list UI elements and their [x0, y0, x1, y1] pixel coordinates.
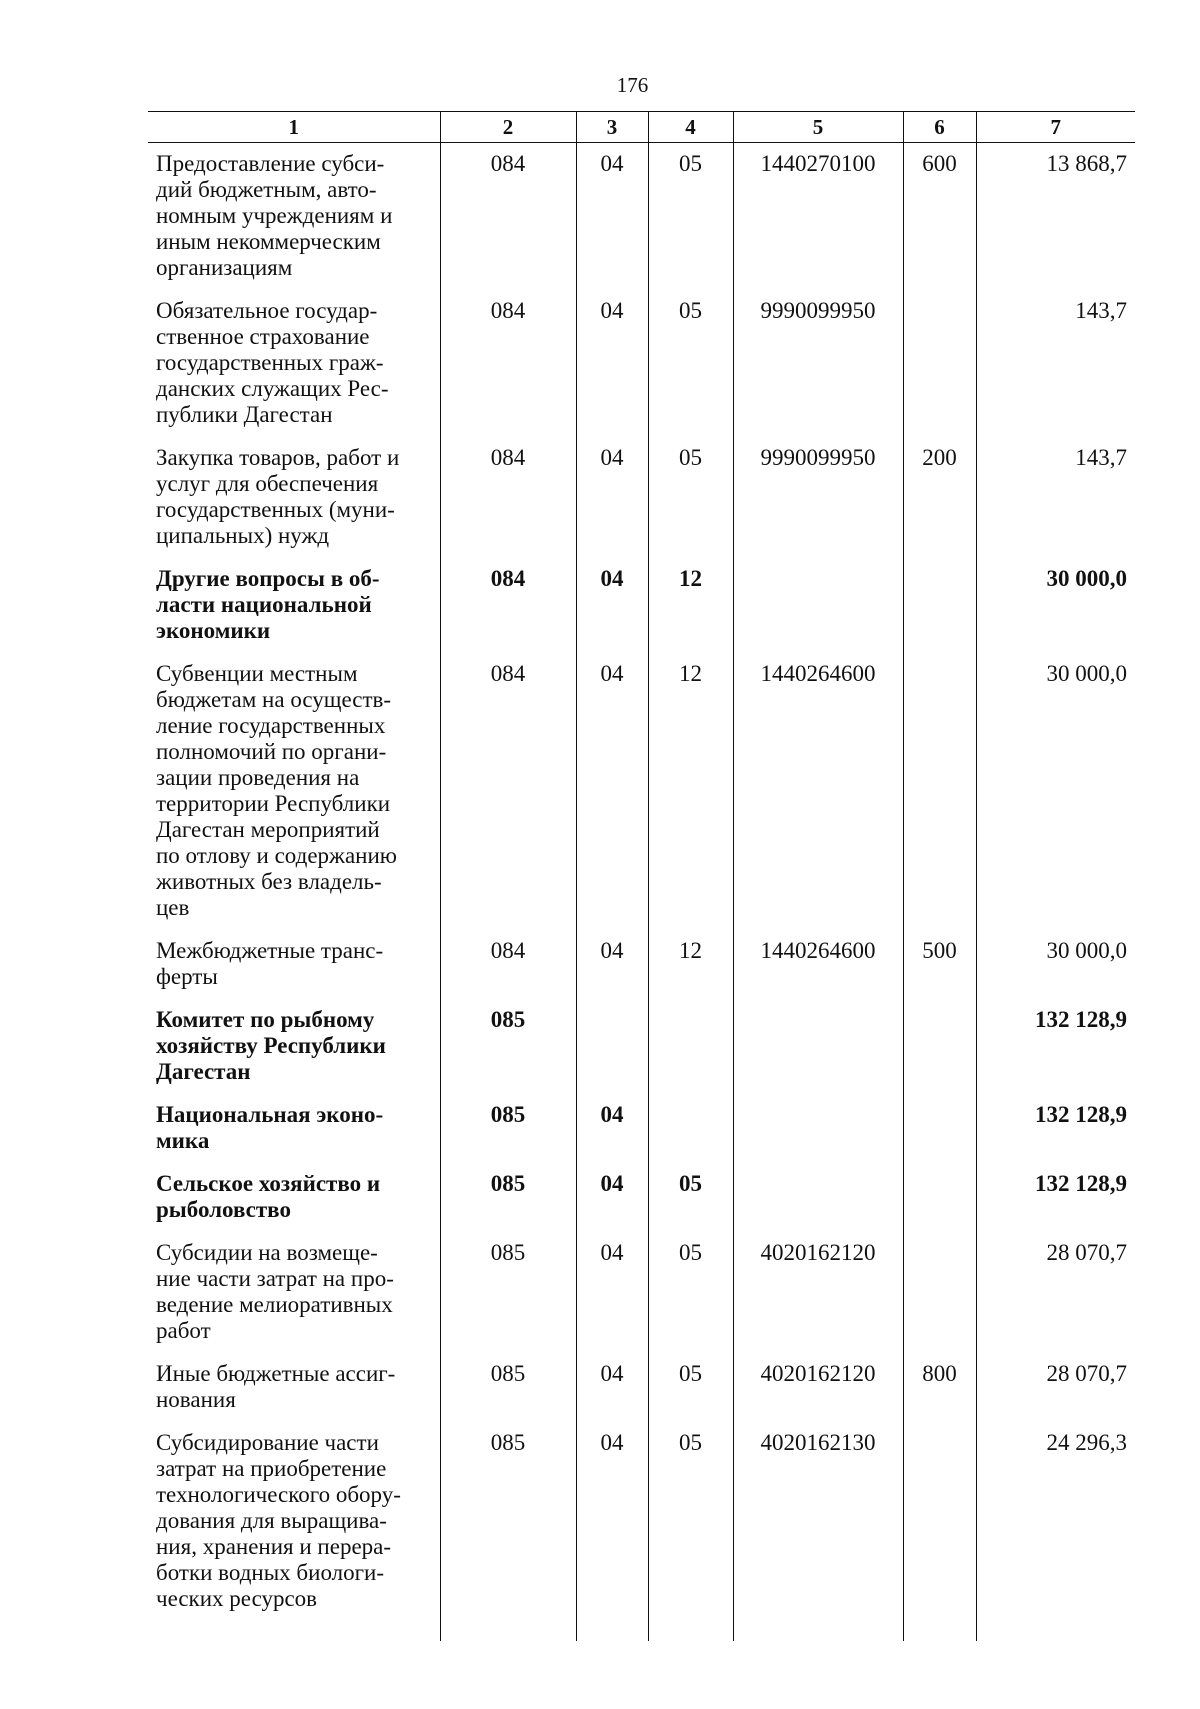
- filler-cell: [903, 1621, 976, 1641]
- cell-expense-type: [903, 1422, 976, 1621]
- cell-target-article: 1440264600: [733, 930, 903, 999]
- cell-subsection: [648, 1094, 733, 1163]
- cell-section: 04: [576, 1353, 648, 1422]
- cell-subsection: 05: [648, 1353, 733, 1422]
- filler-cell: [440, 1621, 576, 1641]
- cell-section: 04: [576, 1163, 648, 1232]
- cell-expense-type: [903, 290, 976, 437]
- cell-subsection: 05: [648, 1232, 733, 1353]
- cell-target-article: 4020162120: [733, 1232, 903, 1353]
- filler-cell: [648, 1621, 733, 1641]
- cell-department-code: 085: [440, 1163, 576, 1232]
- cell-section: 04: [576, 1422, 648, 1621]
- cell-department-code: 084: [440, 143, 576, 291]
- cell-description: Сельское хозяйство и рыболовство: [156, 1171, 381, 1222]
- table-row: [148, 290, 1135, 437]
- cell-section: 04: [576, 558, 648, 653]
- cell-description: Другие вопросы в об- ласти национальной экономики: [156, 566, 380, 643]
- table-row: [148, 1094, 1135, 1163]
- cell-department-code: 084: [440, 437, 576, 558]
- cell-expense-type: [903, 1094, 976, 1163]
- filler-cell: [576, 1621, 648, 1641]
- cell-description: Национальная эконо- мика: [156, 1102, 384, 1153]
- header-col-2: 2: [440, 112, 576, 143]
- cell-amount: 30 000,0: [976, 930, 1135, 999]
- cell-section: 04: [576, 437, 648, 558]
- header-row: [148, 112, 1135, 143]
- cell-subsection: 05: [648, 437, 733, 558]
- cell-amount: 143,7: [976, 437, 1135, 558]
- header-col-7: 7: [976, 112, 1135, 143]
- cell-subsection: 05: [648, 1422, 733, 1621]
- cell-target-article: 9990099950: [733, 290, 903, 437]
- cell-department-code: 085: [440, 1232, 576, 1353]
- page-number: 176: [616, 73, 649, 97]
- cell-target-article: 4020162130: [733, 1422, 903, 1621]
- budget-table: [148, 111, 1135, 1641]
- cell-subsection: 12: [648, 653, 733, 930]
- cell-target-article: [733, 1094, 903, 1163]
- cell-target-article: [733, 1163, 903, 1232]
- cell-description: Комитет по рыбному хозяйству Республики Дагестан: [156, 1007, 386, 1084]
- cell-description: Закупка товаров, работ и услуг для обеспечения государственных (муни- ципальных) нужд: [156, 445, 400, 548]
- cell-expense-type: 200: [903, 437, 976, 558]
- header-col-4: 4: [648, 112, 733, 143]
- table-row: [148, 1353, 1135, 1422]
- cell-target-article: 9990099950: [733, 437, 903, 558]
- cell-amount: 13 868,7: [976, 143, 1135, 291]
- header-col-1: 1: [148, 112, 440, 143]
- cell-expense-type: 500: [903, 930, 976, 999]
- cell-description: Субсидирование части затрат на приобретение технологического обору- дования для выращива- ния, хранения и перера- ботки водных биологи- ческих ресурсов: [156, 1430, 401, 1611]
- cell-subsection: 12: [648, 930, 733, 999]
- cell-expense-type: 800: [903, 1353, 976, 1422]
- cell-description: Обязательное государ- ственное страхование государственных граж- данских служащих Рес- публики Дагестан: [156, 298, 389, 427]
- cell-target-article: 4020162120: [733, 1353, 903, 1422]
- table-row: [148, 1422, 1135, 1621]
- cell-amount: 132 128,9: [976, 1094, 1135, 1163]
- cell-target-article: [733, 999, 903, 1094]
- cell-section: 04: [576, 930, 648, 999]
- cell-description: Субсидии на возмеще- ние части затрат на про- ведение мелиоративных работ: [156, 1240, 394, 1343]
- filler-cell: [976, 1621, 1135, 1641]
- cell-description: Иные бюджетные ассиг- нования: [156, 1361, 396, 1412]
- cell-subsection: 05: [648, 143, 733, 291]
- table-row: [148, 143, 1135, 291]
- cell-department-code: 084: [440, 290, 576, 437]
- cell-amount: 143,7: [976, 290, 1135, 437]
- cell-section: 04: [576, 653, 648, 930]
- filler-cell: [733, 1621, 903, 1641]
- table-row: [148, 930, 1135, 999]
- header-col-3: 3: [576, 112, 648, 143]
- table-row: [148, 653, 1135, 930]
- cell-subsection: 05: [648, 1163, 733, 1232]
- cell-section: 04: [576, 1094, 648, 1163]
- cell-department-code: 085: [440, 1422, 576, 1621]
- table-row: [148, 1163, 1135, 1232]
- cell-expense-type: [903, 558, 976, 653]
- cell-subsection: [648, 999, 733, 1094]
- cell-target-article: [733, 558, 903, 653]
- cell-subsection: 12: [648, 558, 733, 653]
- table-row: [148, 437, 1135, 558]
- table-row: [148, 558, 1135, 653]
- cell-description: Межбюджетные транс- ферты: [156, 938, 384, 989]
- cell-department-code: 085: [440, 1353, 576, 1422]
- cell-expense-type: [903, 653, 976, 930]
- cell-subsection: 05: [648, 290, 733, 437]
- table-row-filler: [148, 1621, 1135, 1641]
- cell-department-code: 084: [440, 653, 576, 930]
- cell-expense-type: [903, 1163, 976, 1232]
- cell-expense-type: [903, 999, 976, 1094]
- header-col-6: 6: [903, 112, 976, 143]
- cell-amount: 28 070,7: [976, 1232, 1135, 1353]
- cell-description: Субвенции местным бюджетам на осуществ- ление государственных полномочий по органи- зации проведения на территории Республики Дагестан мероприятий по отлову и содержанию животных без владель- цев: [156, 661, 397, 920]
- cell-department-code: 084: [440, 558, 576, 653]
- table-body: [148, 143, 1135, 1642]
- cell-section: 04: [576, 143, 648, 291]
- filler-cell: [148, 1621, 440, 1641]
- cell-expense-type: [903, 1232, 976, 1353]
- cell-amount: 132 128,9: [976, 1163, 1135, 1232]
- cell-section: 04: [576, 1232, 648, 1353]
- cell-amount: 28 070,7: [976, 1353, 1135, 1422]
- cell-department-code: 085: [440, 1094, 576, 1163]
- cell-target-article: 1440270100: [733, 143, 903, 291]
- table-row: [148, 1232, 1135, 1353]
- cell-amount: 30 000,0: [976, 558, 1135, 653]
- cell-target-article: 1440264600: [733, 653, 903, 930]
- cell-amount: 30 000,0: [976, 653, 1135, 930]
- cell-amount: 24 296,3: [976, 1422, 1135, 1621]
- cell-expense-type: 600: [903, 143, 976, 291]
- cell-amount: 132 128,9: [976, 999, 1135, 1094]
- header-col-5: 5: [733, 112, 903, 143]
- cell-department-code: 085: [440, 999, 576, 1094]
- table-header: [148, 112, 1135, 143]
- cell-description: Предоставление субси- дий бюджетным, авто- номным учреждениям и иным некоммерческим организациям: [156, 151, 393, 280]
- cell-section: [576, 999, 648, 1094]
- table-row: [148, 999, 1135, 1094]
- cell-department-code: 084: [440, 930, 576, 999]
- cell-section: 04: [576, 290, 648, 437]
